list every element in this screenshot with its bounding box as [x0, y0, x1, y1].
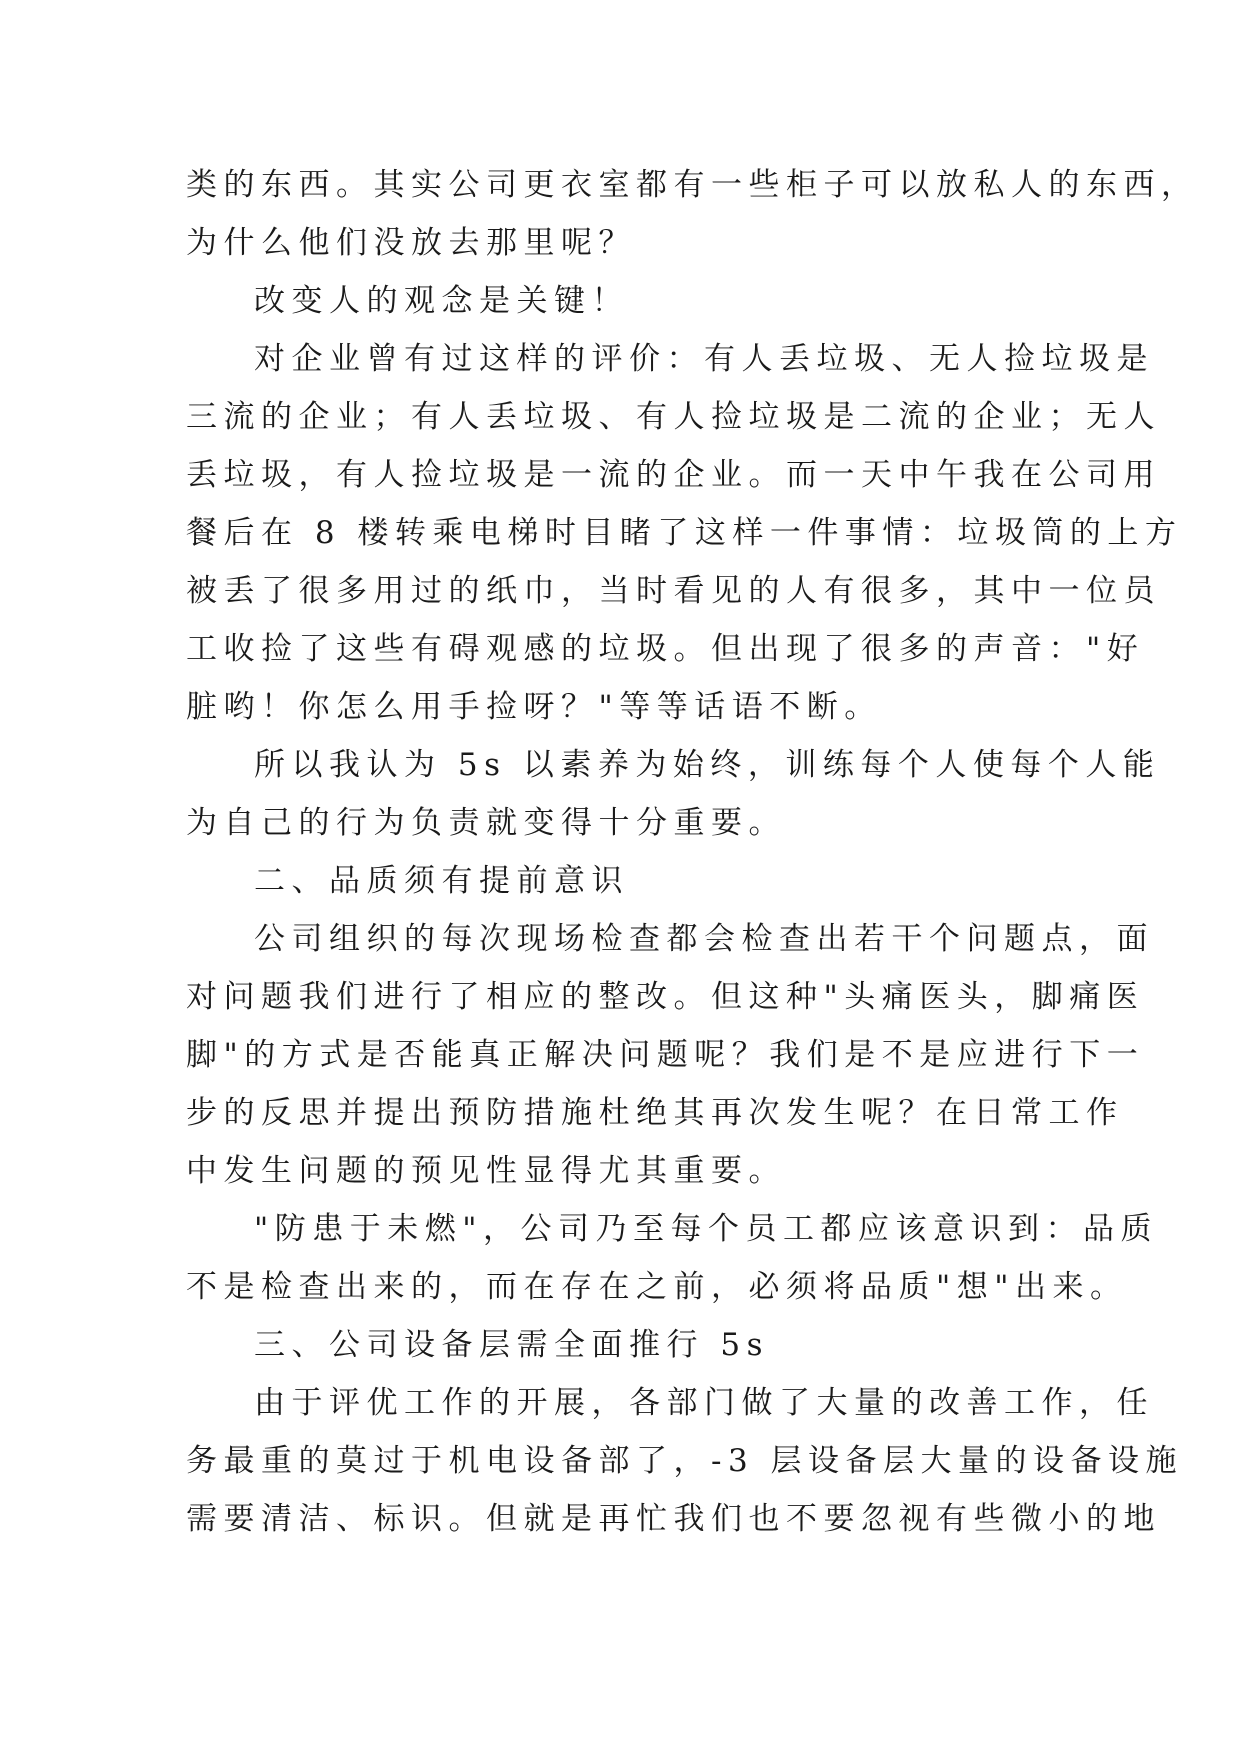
- paragraph: [186, 330, 1183, 736]
- text-line: 务最重的莫过于机电设备部了，-3 层设备层大量的设备设施: [186, 1443, 1184, 1479]
- text-line: 餐后在 8 楼转乘电梯时目睹了这样一件事情：垃圾筒的上方: [186, 515, 1183, 551]
- text-line: 为自己的行为负责就变得十分重要。: [186, 805, 786, 841]
- text-line: 所以我认为 5s 以素养为始终，训练每个人使每个人能: [254, 747, 1161, 783]
- text-line: 三、公司设备层需全面推行 5s: [254, 1327, 769, 1363]
- paragraph: [186, 910, 1154, 1200]
- section-heading: [186, 852, 1056, 910]
- text-line: 公司组织的每次现场检查都会检查出若干个问题点，面: [254, 921, 1154, 957]
- paragraph: [186, 1374, 1184, 1548]
- text-line: 二、品质须有提前意识: [254, 863, 629, 899]
- text-line: 工收捡了这些有碍观感的垃圾。但出现了很多的声音："好: [186, 631, 1145, 667]
- paragraph: [186, 736, 1161, 852]
- document-body: [186, 156, 1199, 1548]
- text-line: 中发生问题的预见性显得尤其重要。: [186, 1153, 786, 1189]
- text-line: 不是检查出来的，而在存在之前，必须将品质"想"出来。: [186, 1269, 1128, 1305]
- text-line: 类的东西。其实公司更衣室都有一些柜子可以放私人的东西，: [186, 167, 1199, 203]
- text-line: 被丢了很多用过的纸巾，当时看见的人有很多，其中一位员: [186, 573, 1161, 609]
- text-line: 丢垃圾，有人捡垃圾是一流的企业。而一天中午我在公司用: [186, 457, 1161, 493]
- text-line: "防患于未燃"，公司乃至每个员工都应该意识到：品质: [254, 1211, 1159, 1247]
- text-line: 为什么他们没放去那里呢？: [186, 225, 636, 261]
- text-line: 改变人的观念是关键！: [254, 283, 629, 319]
- text-line: 脏哟！你怎么用手捡呀？"等等话语不断。: [186, 689, 882, 725]
- section-heading: [186, 1316, 1056, 1374]
- text-line: 步的反思并提出预防措施杜绝其再次发生呢？在日常工作: [186, 1095, 1124, 1131]
- paragraph: [186, 156, 1199, 272]
- text-line: 需要清洁、标识。但就是再忙我们也不要忽视有些微小的地: [186, 1501, 1161, 1537]
- paragraph: [186, 272, 1056, 330]
- text-line: 对企业曾有过这样的评价：有人丢垃圾、无人捡垃圾是: [254, 341, 1154, 377]
- text-line: 由于评优工作的开展，各部门做了大量的改善工作，任: [254, 1385, 1154, 1421]
- text-line: 脚"的方式是否能真正解决问题呢？我们是不是应进行下一: [186, 1037, 1145, 1073]
- paragraph: [186, 1200, 1159, 1316]
- text-line: 三流的企业；有人丢垃圾、有人捡垃圾是二流的企业；无人: [186, 399, 1161, 435]
- text-line: 对问题我们进行了相应的整改。但这种"头痛医头，脚痛医: [186, 979, 1145, 1015]
